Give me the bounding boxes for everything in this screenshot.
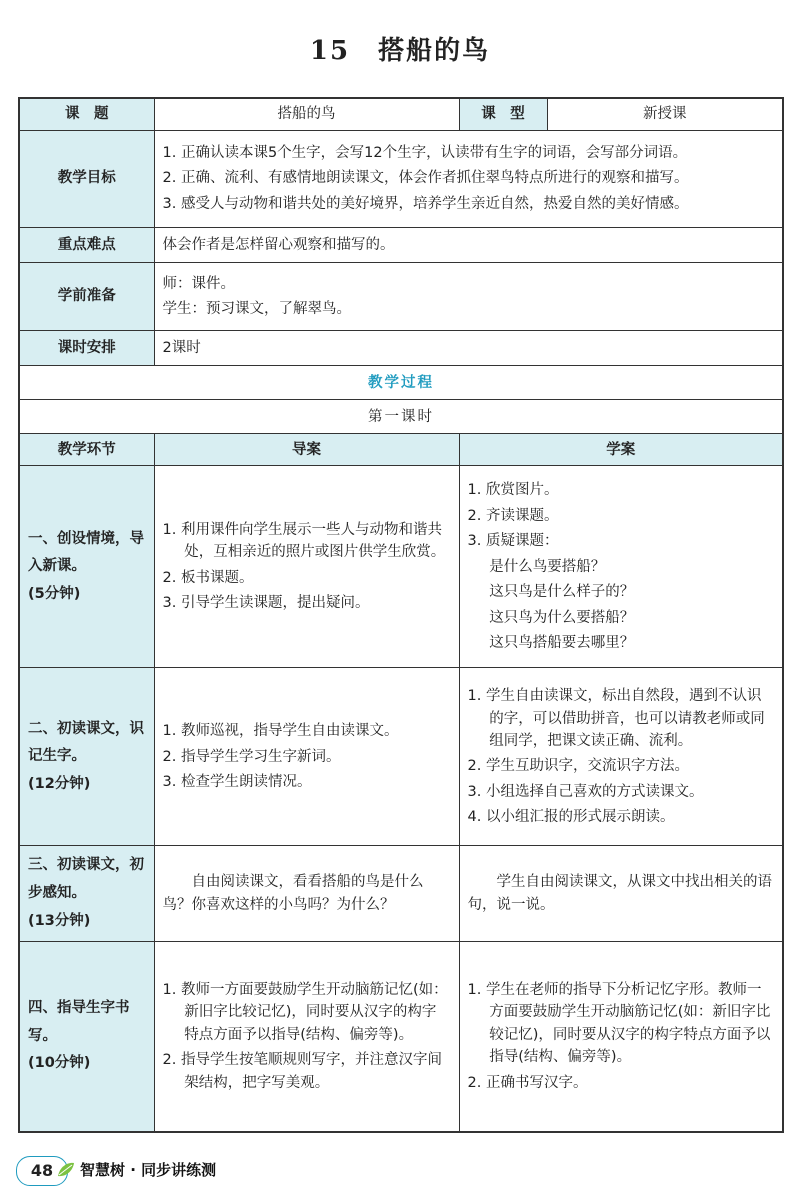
topic-value: 搭船的鸟 bbox=[154, 98, 459, 130]
stage-name: 二、初读课文，识记生字。 bbox=[28, 720, 144, 765]
goals-cell bbox=[154, 130, 783, 227]
process-section-row bbox=[19, 366, 783, 400]
study-item: 3. 小组选择自己喜欢的方式读课文。 bbox=[467, 783, 704, 800]
study-cell bbox=[459, 846, 783, 942]
guide-item: 2. 板书课题。 bbox=[162, 569, 254, 586]
goal-item: 1. 正确认读本课5个生字，会写12个生字，认读带有生字的词语，会写部分词语。 bbox=[162, 144, 688, 161]
study-question: 这只鸟搭船要去哪里？ bbox=[489, 635, 635, 652]
type-value: 新授课 bbox=[547, 98, 783, 130]
process-row-4 bbox=[19, 942, 783, 1132]
goals-row bbox=[19, 130, 783, 227]
stage-cell bbox=[19, 466, 154, 668]
process-row-1 bbox=[19, 466, 783, 668]
key-row bbox=[19, 227, 783, 262]
stage-name: 三、初读课文，初步感知。 bbox=[28, 857, 144, 901]
study-item: 1. 学生自由读课文，标出自然段，遇到不认识的字，可以借助拼音，也可以请教老师或同组同学，把课文读正确、流利。 bbox=[467, 688, 765, 749]
key-label: 重点难点 bbox=[19, 227, 154, 262]
guide-item: 2. 指导学生学习生字新词。 bbox=[162, 748, 341, 765]
page-title bbox=[0, 30, 800, 67]
guide-item: 1. 教师巡视，指导学生自由读课文。 bbox=[162, 723, 399, 740]
page-number: 48 bbox=[16, 1156, 68, 1186]
study-item: 4. 以小组汇报的形式展示朗读。 bbox=[467, 809, 675, 826]
type-label: 课 型 bbox=[459, 98, 547, 130]
guide-cell bbox=[154, 846, 459, 942]
lesson-title: 搭船的鸟 bbox=[378, 36, 491, 66]
prep-label: 学前准备 bbox=[19, 262, 154, 330]
lesson-period-row bbox=[19, 400, 783, 434]
study-item: 2. 正确书写汉字。 bbox=[467, 1074, 588, 1091]
hours-row bbox=[19, 330, 783, 365]
stage-name: 四、指导生字书写。 bbox=[28, 1000, 130, 1044]
study-item: 3. 质疑课题： bbox=[467, 533, 559, 550]
stage-cell bbox=[19, 668, 154, 846]
guide-cell bbox=[154, 942, 459, 1132]
col-stage-header: 教学环节 bbox=[19, 434, 154, 466]
study-item: 1. 欣赏图片。 bbox=[467, 482, 559, 499]
stage-time: (12分钟) bbox=[28, 775, 91, 792]
section-title: 教学过程 bbox=[19, 366, 783, 400]
process-row-2 bbox=[19, 668, 783, 846]
guide-paragraph: 自由阅读课文，看看搭船的鸟是什么鸟？你喜欢这样的小鸟吗？为什么？ bbox=[162, 874, 424, 913]
study-question: 是什么鸟要搭船？ bbox=[489, 558, 606, 575]
lesson-period-title: 第一课时 bbox=[19, 400, 783, 434]
guide-item: 1. 教师一方面要鼓励学生开动脑筋记忆(如：新旧字比较记忆)，同时要从汉字的构字特点方面予以指导(结构、偏旁等)。 bbox=[162, 981, 448, 1043]
guide-cell bbox=[154, 668, 459, 846]
guide-cell bbox=[154, 466, 459, 668]
col-guide-header: 导案 bbox=[154, 434, 459, 466]
series-name: 智慧树 · 同步讲练测 bbox=[80, 1161, 217, 1179]
process-header-row bbox=[19, 434, 783, 466]
col-study-header: 学案 bbox=[459, 434, 783, 466]
prep-line: 学生：预习课文，了解翠鸟。 bbox=[162, 300, 351, 317]
study-cell bbox=[459, 466, 783, 668]
guide-item: 3. 检查学生朗读情况。 bbox=[162, 774, 312, 791]
study-cell bbox=[459, 668, 783, 846]
prep-line: 师：课件。 bbox=[162, 275, 235, 292]
study-question: 这只鸟是什么样子的？ bbox=[489, 584, 635, 601]
study-item: 2. 学生互助识字，交流识字方法。 bbox=[467, 758, 689, 775]
guide-item: 2. 指导学生按笔顺规则写字，并注意汉字间架结构，把字写美观。 bbox=[162, 1052, 442, 1091]
hours-value: 2课时 bbox=[154, 330, 783, 365]
topic-row bbox=[19, 98, 783, 130]
study-item: 2. 齐读课题。 bbox=[467, 507, 559, 524]
stage-time: (5分钟) bbox=[28, 585, 81, 602]
hours-label: 课时安排 bbox=[19, 330, 154, 365]
leaf-icon bbox=[56, 1160, 76, 1180]
study-item: 1. 学生在老师的指导下分析记忆字形。教师一方面要鼓励学生开动脑筋记忆(如：新旧字比较记忆)，同时要从汉字的构字特点方面予以指导(结构、偏旁等)。 bbox=[467, 981, 771, 1066]
study-paragraph: 学生自由阅读课文，从课文中找出相关的语句，说一说。 bbox=[467, 874, 772, 913]
process-row-3 bbox=[19, 846, 783, 942]
goals-label: 教学目标 bbox=[19, 130, 154, 227]
stage-time: (10分钟) bbox=[28, 1055, 91, 1072]
stage-time: (13分钟) bbox=[28, 912, 91, 929]
key-value: 体会作者是怎样留心观察和描写的。 bbox=[154, 227, 783, 262]
topic-label: 课 题 bbox=[19, 98, 154, 130]
prep-cell bbox=[154, 262, 783, 330]
lesson-plan-table bbox=[18, 97, 784, 1133]
goal-item: 3. 感受人与动物和谐共处的美好境界，培养学生亲近自然，热爱自然的美好情感。 bbox=[162, 195, 689, 212]
guide-item: 3. 引导学生读课题，提出疑问。 bbox=[162, 595, 370, 612]
page-footer bbox=[16, 1156, 256, 1186]
stage-name: 一、创设情境，导入新课。 bbox=[28, 530, 144, 575]
stage-cell bbox=[19, 846, 154, 942]
lesson-number: 15 bbox=[309, 36, 351, 66]
stage-cell bbox=[19, 942, 154, 1132]
guide-item: 1. 利用课件向学生展示一些人与动物和谐共处，互相亲近的照片或图片供学生欣赏。 bbox=[162, 522, 446, 561]
prep-row bbox=[19, 262, 783, 330]
study-question: 这只鸟为什么要搭船？ bbox=[489, 609, 635, 626]
study-cell bbox=[459, 942, 783, 1132]
goal-item: 2. 正确、流利、有感情地朗读课文，体会作者抓住翠鸟特点所进行的观察和描写。 bbox=[162, 170, 689, 187]
